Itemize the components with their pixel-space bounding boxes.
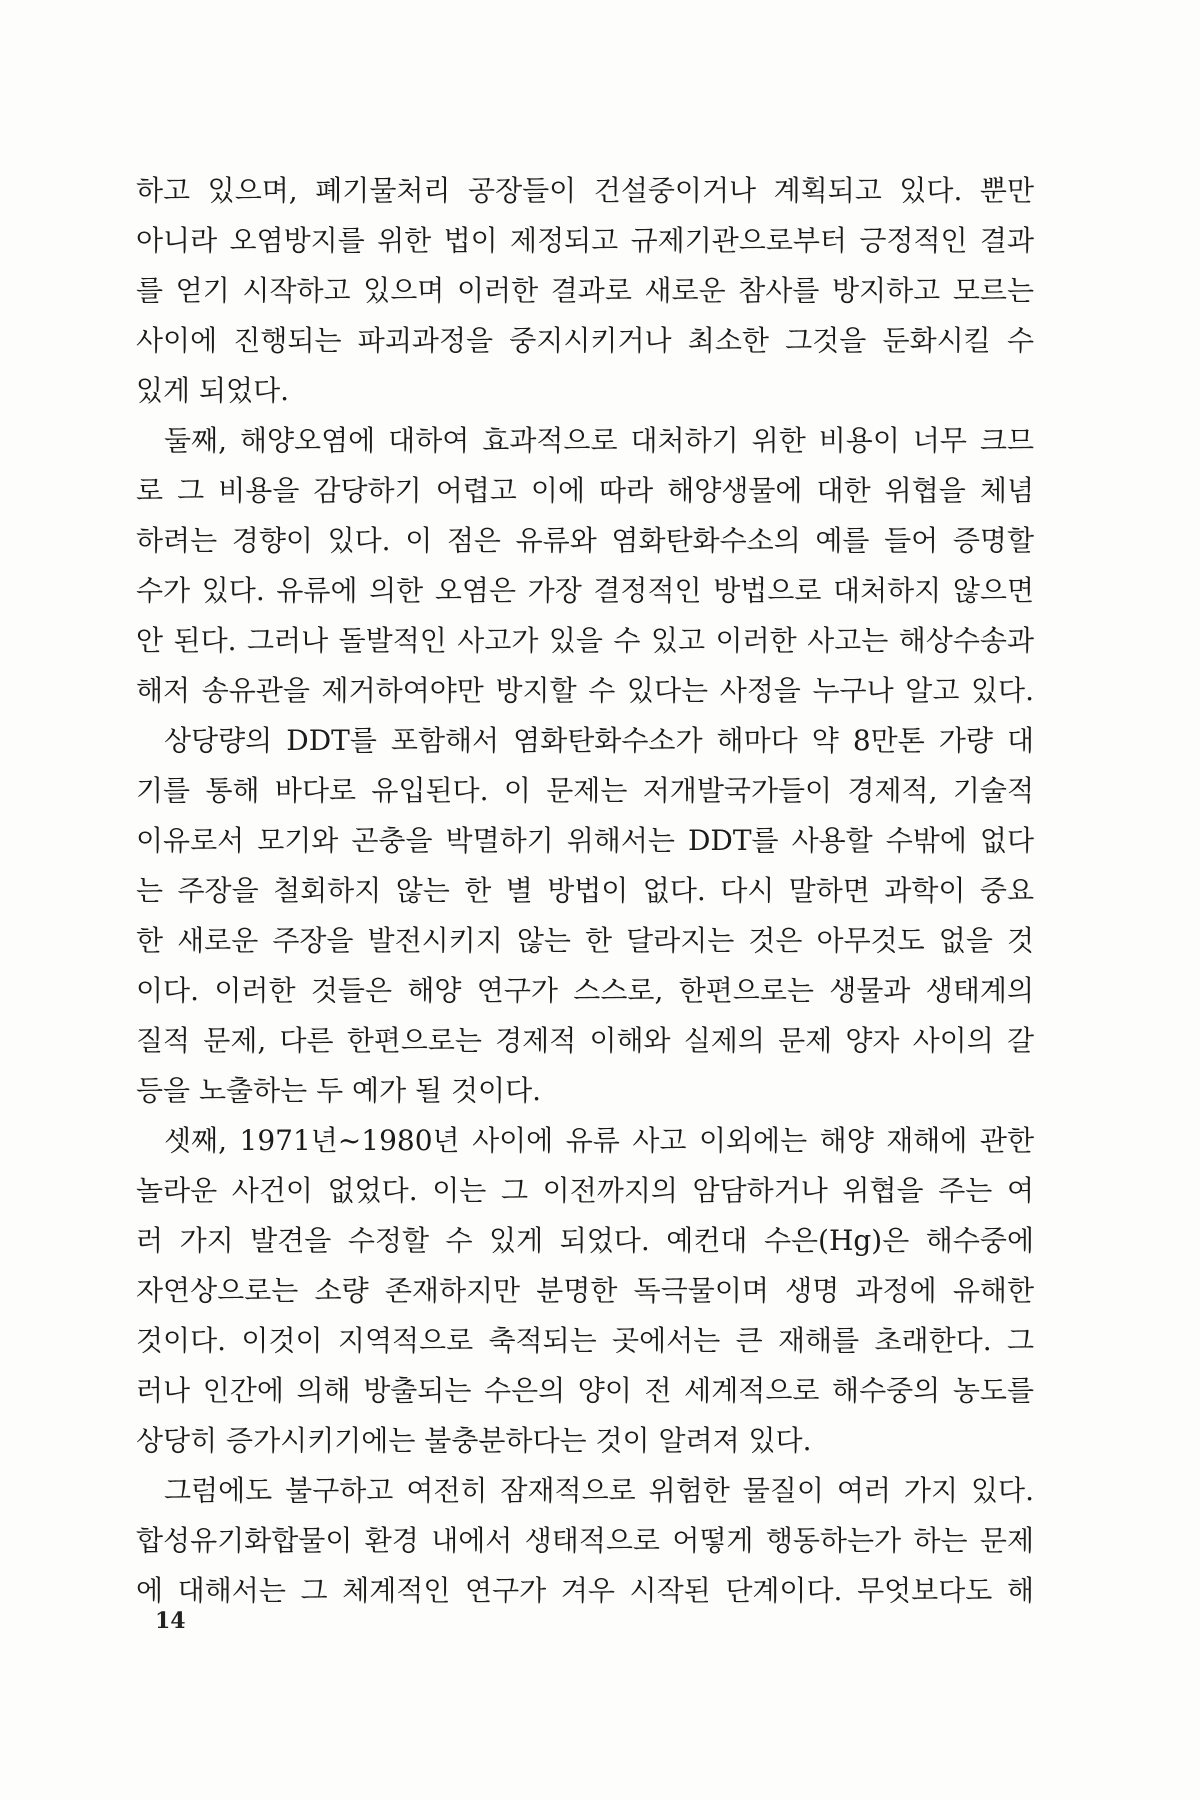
text-line: 하고 있으며, 폐기물처리 공장들이 건설중이거나 계획되고 있다. 뿐만	[136, 174, 1034, 207]
text-line: 상당히 증가시키기에는 불충분하다는 것이 알려져 있다.	[136, 1424, 812, 1457]
text-line: 로 그 비용을 감당하기 어렵고 이에 따라 해양생물에 대한 위협을 체념	[136, 474, 1034, 507]
text-line: 이다. 이러한 것들은 해양 연구가 스스로, 한편으로는 생물과 생태계의	[136, 974, 1034, 1007]
text-line: 아니라 오염방지를 위한 법이 제정되고 규제기관으로부터 긍정적인 결과	[136, 224, 1034, 257]
text-line: 있게 되었다.	[136, 374, 290, 407]
body-text	[136, 166, 1034, 1616]
text-line: 질적 문제, 다른 한편으로는 경제적 이해와 실제의 문제 양자 사이의 갈	[136, 1024, 1034, 1057]
text-line: 합성유기화합물이 환경 내에서 생태적으로 어떻게 행동하는가 하는 문제	[136, 1524, 1034, 1557]
text-line: 에 대해서는 그 체계적인 연구가 겨우 시작된 단계이다. 무엇보다도 해	[136, 1574, 1034, 1607]
text-line: 둘째, 해양오염에 대하여 효과적으로 대처하기 위한 비용이 너무 크므	[164, 424, 1034, 457]
text-line: 는 주장을 철회하지 않는 한 별 방법이 없다. 다시 말하면 과학이 중요	[136, 874, 1034, 907]
page-number: 14	[155, 1608, 186, 1634]
text-line: 수가 있다. 유류에 의한 오염은 가장 결정적인 방법으로 대처하지 않으면	[136, 574, 1034, 607]
text-line: 이유로서 모기와 곤충을 박멸하기 위해서는 DDT를 사용할 수밖에 없다	[136, 824, 1034, 857]
text-line: 하려는 경향이 있다. 이 점은 유류와 염화탄화수소의 예를 들어 증명할	[136, 524, 1034, 557]
text-line: 러나 인간에 의해 방출되는 수은의 양이 전 세계적으로 해수중의 농도를	[136, 1374, 1034, 1407]
text-line: 셋째, 1971년~1980년 사이에 유류 사고 이외에는 해양 재해에 관한	[164, 1124, 1034, 1157]
text-line: 등을 노출하는 두 예가 될 것이다.	[136, 1074, 542, 1107]
text-line: 사이에 진행되는 파괴과정을 중지시키거나 최소한 그것을 둔화시킬 수	[136, 324, 1034, 357]
text-line: 러 가지 발견을 수정할 수 있게 되었다. 예컨대 수은(Hg)은 해수중에	[136, 1224, 1034, 1257]
text-line: 상당량의 DDT를 포함해서 염화탄화수소가 해마다 약 8만톤 가량 대	[164, 724, 1034, 757]
text-line: 것이다. 이것이 지역적으로 축적되는 곳에서는 큰 재해를 초래한다. 그	[136, 1324, 1034, 1357]
text-line: 그럼에도 불구하고 여전히 잠재적으로 위험한 물질이 여러 가지 있다.	[164, 1474, 1034, 1507]
text-line: 놀라운 사건이 없었다. 이는 그 이전까지의 암담하거나 위협을 주는 여	[136, 1174, 1034, 1207]
text-line: 안 된다. 그러나 돌발적인 사고가 있을 수 있고 이러한 사고는 해상수송과	[136, 624, 1034, 657]
text-line: 를 얻기 시작하고 있으며 이러한 결과로 새로운 참사를 방지하고 모르는	[136, 274, 1034, 307]
text-line: 한 새로운 주장을 발전시키지 않는 한 달라지는 것은 아무것도 없을 것	[136, 924, 1034, 957]
text-line: 기를 통해 바다로 유입된다. 이 문제는 저개발국가들이 경제적, 기술적	[136, 774, 1034, 807]
text-line: 자연상으로는 소량 존재하지만 분명한 독극물이며 생명 과정에 유해한	[136, 1274, 1034, 1307]
text-line: 해저 송유관을 제거하여야만 방지할 수 있다는 사정을 누구나 알고 있다.	[136, 674, 1034, 707]
